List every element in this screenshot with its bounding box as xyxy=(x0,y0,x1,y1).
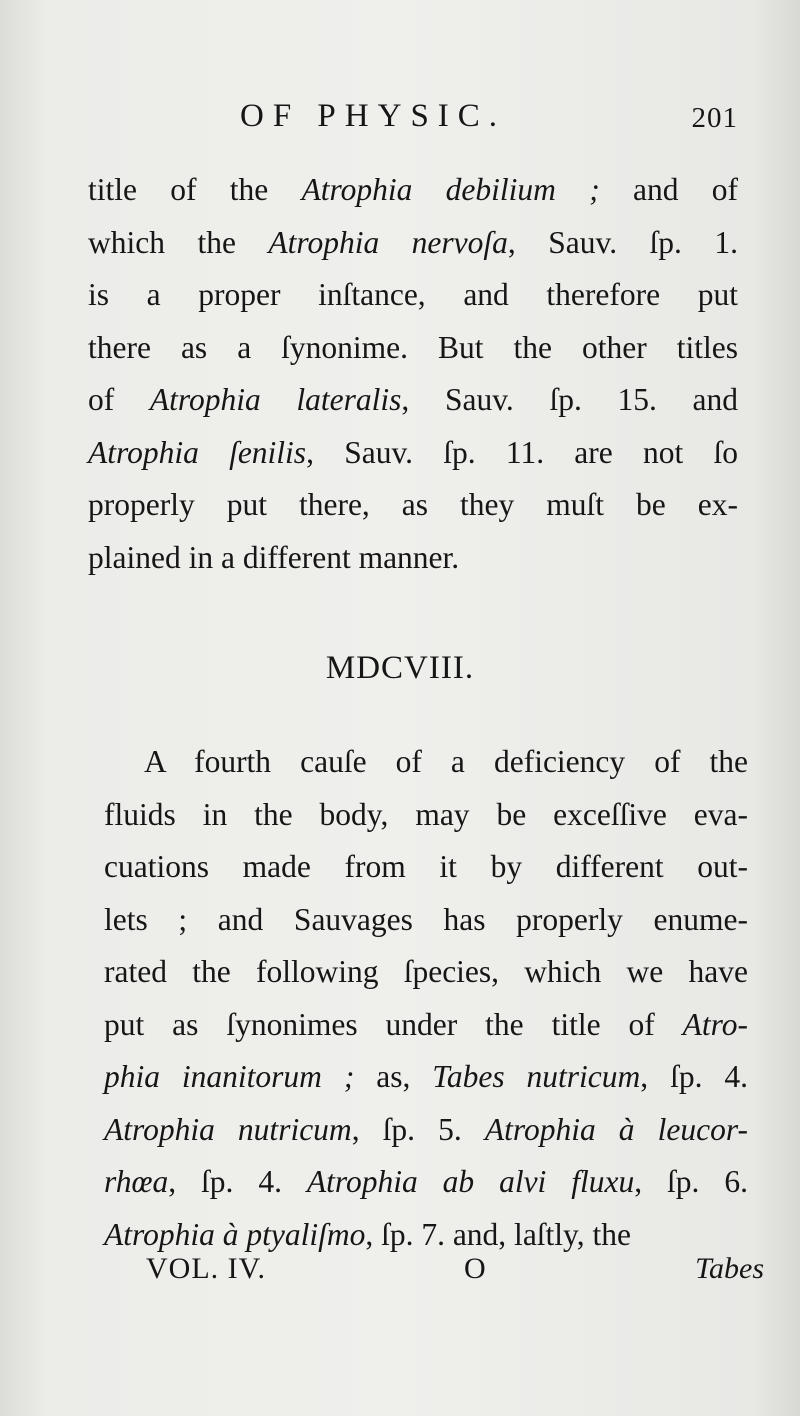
italic-text: Atrophia nervoſa xyxy=(268,224,508,260)
text-run: , Sauv. ſp. 1. xyxy=(507,224,738,260)
text-line xyxy=(88,532,738,585)
italic-text: Atro- xyxy=(682,1006,748,1042)
paragraph-2 xyxy=(104,736,748,1261)
text-line xyxy=(88,479,738,532)
page-number: 201 xyxy=(691,102,738,134)
text-line xyxy=(88,164,738,217)
running-title: OF PHYSIC. xyxy=(240,98,507,134)
text-run: as, xyxy=(354,1059,433,1094)
text-run: lets ; and Sauvages has properly enume- xyxy=(104,901,748,937)
page-footer xyxy=(146,1252,764,1302)
text-run: , ſp. 4. xyxy=(168,1164,307,1199)
text-run: which the xyxy=(88,224,269,260)
text-run: and of xyxy=(599,172,738,207)
text-run: plained in a different manner. xyxy=(88,539,460,575)
text-line xyxy=(88,217,738,270)
text-run: , ſp. 4. xyxy=(640,1059,748,1094)
text-run: , ſp. 6. xyxy=(634,1164,748,1199)
italic-text: Atrophia à ptyaliſmo xyxy=(104,1216,366,1252)
text-run: there as a ſynonime. But the other titles xyxy=(88,329,738,365)
text-line xyxy=(104,736,748,789)
text-line xyxy=(104,1051,748,1104)
text-run: , Sauv. ſp. 15. and xyxy=(401,382,739,417)
text-line xyxy=(104,789,748,842)
page-header xyxy=(0,98,800,148)
paragraph-1 xyxy=(88,164,738,584)
text-run: rated the following ſpecies, which we have xyxy=(104,954,748,989)
text-line xyxy=(88,269,738,322)
text-run: title of the xyxy=(88,172,302,207)
text-line xyxy=(104,841,748,894)
italic-text: Tabes nutricum xyxy=(432,1059,641,1094)
text-run: A fourth cauſe of a deficiency of the xyxy=(144,744,748,779)
italic-text: Atrophia ab alvi fluxu xyxy=(306,1164,635,1199)
italic-text: Atrophia nutricum xyxy=(104,1111,352,1147)
volume-number: VOL. IV. xyxy=(146,1252,266,1285)
text-run: of xyxy=(88,382,150,417)
text-line xyxy=(104,894,748,947)
text-run: is a proper inſtance, and therefore put xyxy=(88,277,738,312)
text-run: properly put there, as they muſt be ex- xyxy=(88,487,738,522)
text-line xyxy=(88,374,738,427)
text-line xyxy=(104,1156,748,1209)
text-run: , ſp. 5. xyxy=(351,1111,485,1147)
text-line xyxy=(88,427,738,480)
text-run: put as ſynonimes under the title of xyxy=(104,1006,683,1042)
text-line xyxy=(88,322,738,375)
italic-text: rhœa xyxy=(104,1164,169,1199)
catchword: Tabes xyxy=(695,1252,764,1285)
italic-text: Atrophia à leucor- xyxy=(484,1111,748,1147)
text-line xyxy=(104,1104,748,1157)
text-run: , Sauv. ſp. 11. are not ſo xyxy=(306,434,738,470)
italic-text: Atrophia lateralis xyxy=(149,382,402,417)
section-heading: MDCVIII. xyxy=(325,650,475,686)
text-run: , ſp. 7. and, laſtly, the xyxy=(365,1216,631,1252)
text-run: cuations made from it by different out- xyxy=(104,849,748,884)
text-run: fluids in the body, may be exceſſive eva- xyxy=(104,796,748,832)
italic-text: phia inanitorum ; xyxy=(104,1059,355,1094)
text-line xyxy=(104,946,748,999)
italic-text: Atrophia ſenilis xyxy=(88,434,307,470)
italic-text: Atrophia debilium ; xyxy=(301,172,600,207)
text-line xyxy=(104,999,748,1052)
signature-mark: O xyxy=(464,1252,486,1285)
